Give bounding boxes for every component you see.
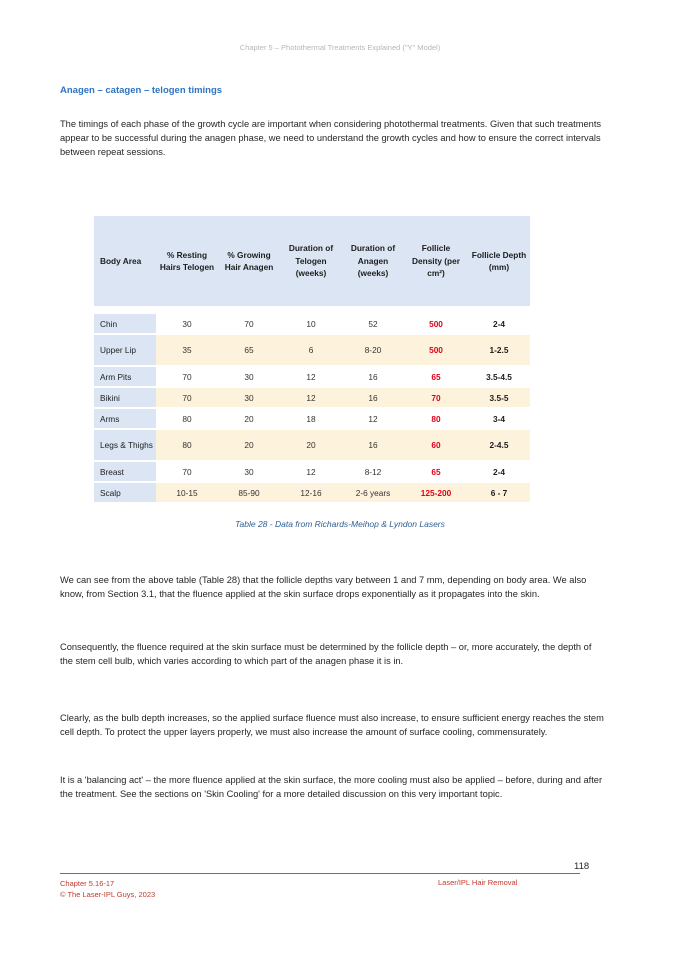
page-number: 118 bbox=[574, 861, 590, 872]
table-row bbox=[94, 482, 530, 502]
cell-density: 500 bbox=[404, 313, 468, 334]
cell-anagen: 52 bbox=[342, 313, 404, 334]
cell-density: 125-200 bbox=[404, 482, 468, 502]
spacer-cell bbox=[94, 306, 530, 313]
cell-resting: 80 bbox=[156, 429, 218, 461]
cell-growing: 30 bbox=[218, 387, 280, 408]
cell-area: Upper Lip bbox=[94, 334, 156, 366]
cell-telogen: 12 bbox=[280, 366, 342, 387]
header-growing: % Growing Hair Anagen bbox=[218, 216, 280, 306]
cell-depth: 6 - 7 bbox=[468, 482, 530, 502]
table-row bbox=[94, 408, 530, 429]
header-anagen-duration: Duration of Anagen (weeks) bbox=[342, 216, 404, 306]
section-heading: Anagen – catagen – telogen timings bbox=[60, 85, 223, 96]
cell-resting: 30 bbox=[156, 313, 218, 334]
cell-area: Legs & Thighs bbox=[94, 429, 156, 461]
header-body-area: Body Area bbox=[94, 216, 156, 306]
cell-growing: 85-90 bbox=[218, 482, 280, 502]
cell-depth: 3.5-5 bbox=[468, 387, 530, 408]
footer-copyright: © The Laser-IPL Guys, 2023 bbox=[60, 890, 156, 899]
paragraph-bulb-depth: Clearly, as the bulb depth increases, so the applied surface fluence must also increase, to ensure sufficient energy reaches the stem cell depth. To protect the upper layers properly, we must also increase the amount of surface cooling, commensurately. bbox=[60, 713, 604, 738]
cell-area: Breast bbox=[94, 461, 156, 482]
table-spacer bbox=[94, 306, 530, 313]
running-header: Chapter 5 – Photothermal Treatments Explained ("Y" Model) bbox=[239, 43, 441, 52]
cell-resting: 10-15 bbox=[156, 482, 218, 502]
footer-chapter: Chapter 5.16-17 bbox=[60, 879, 115, 888]
cell-growing: 65 bbox=[218, 334, 280, 366]
table-row bbox=[94, 429, 530, 461]
table-caption: Table 28 - Data from Richards-Meihop & Lyndon Lasers bbox=[235, 519, 445, 529]
cell-anagen: 12 bbox=[342, 408, 404, 429]
cell-anagen: 8-20 bbox=[342, 334, 404, 366]
cell-telogen: 12 bbox=[280, 461, 342, 482]
cell-anagen: 16 bbox=[342, 366, 404, 387]
cell-growing: 30 bbox=[218, 461, 280, 482]
table-row bbox=[94, 366, 530, 387]
cell-depth: 2-4 bbox=[468, 313, 530, 334]
cell-growing: 30 bbox=[218, 366, 280, 387]
cell-telogen: 20 bbox=[280, 429, 342, 461]
cell-growing: 20 bbox=[218, 408, 280, 429]
cell-resting: 70 bbox=[156, 366, 218, 387]
table-row bbox=[94, 461, 530, 482]
cell-area: Bikini bbox=[94, 387, 156, 408]
cell-depth: 2-4 bbox=[468, 461, 530, 482]
paragraph-fluence: Consequently, the fluence required at the skin surface must be determined by the follicle depth – or, more accurately, the depth of the stem cell bulb, which varies according to which part of the anagen phase it is in. bbox=[60, 642, 592, 667]
table-header-row bbox=[94, 216, 530, 306]
cell-resting: 80 bbox=[156, 408, 218, 429]
cell-anagen: 8-12 bbox=[342, 461, 404, 482]
cell-depth: 3-4 bbox=[468, 408, 530, 429]
header-follicle-density: Follicle Density (per cm²) bbox=[404, 216, 468, 306]
cell-density: 65 bbox=[404, 461, 468, 482]
footer-divider bbox=[60, 873, 580, 874]
cell-telogen: 12 bbox=[280, 387, 342, 408]
cell-anagen: 2-6 years bbox=[342, 482, 404, 502]
paragraph-follicle-depths: We can see from the above table (Table 28) that the follicle depths vary between 1 and 7 mm, depending on body area. We also know, from Section 3.1, that the fluence applied at the skin surface drops exponentially as it propagates into the skin. bbox=[60, 575, 587, 600]
cell-telogen: 10 bbox=[280, 313, 342, 334]
table-row bbox=[94, 313, 530, 334]
cell-telogen: 18 bbox=[280, 408, 342, 429]
header-follicle-depth: Follicle Depth (mm) bbox=[468, 216, 530, 306]
cell-density: 60 bbox=[404, 429, 468, 461]
header-resting: % Resting Hairs Telogen bbox=[156, 216, 218, 306]
cell-growing: 70 bbox=[218, 313, 280, 334]
cell-telogen: 12-16 bbox=[280, 482, 342, 502]
cell-depth: 1-2.5 bbox=[468, 334, 530, 366]
cell-depth: 3.5-4.5 bbox=[468, 366, 530, 387]
cell-growing: 20 bbox=[218, 429, 280, 461]
cell-resting: 70 bbox=[156, 461, 218, 482]
table-row bbox=[94, 387, 530, 408]
cell-area: Arm Pits bbox=[94, 366, 156, 387]
cell-density: 80 bbox=[404, 408, 468, 429]
paragraph-intro: The timings of each phase of the growth cycle are important when considering photothermal treatments. Given that such treatments appear to be successful during the anagen phase, we need to understand the growth cycles and how to ensure the correct intervals between repeat sessions. bbox=[60, 119, 602, 158]
cell-resting: 35 bbox=[156, 334, 218, 366]
cell-resting: 70 bbox=[156, 387, 218, 408]
cell-area: Arms bbox=[94, 408, 156, 429]
footer-book-title: Laser/IPL Hair Removal bbox=[438, 878, 518, 887]
cell-area: Scalp bbox=[94, 482, 156, 502]
header-telogen-duration: Duration of Telogen (weeks) bbox=[280, 216, 342, 306]
cell-anagen: 16 bbox=[342, 429, 404, 461]
cell-depth: 2-4.5 bbox=[468, 429, 530, 461]
cell-density: 70 bbox=[404, 387, 468, 408]
paragraph-balancing-act: It is a 'balancing act' – the more fluence applied at the skin surface, the more cooling must also be applied – before, during and after the treatment. See the sections on 'Skin Cooling' for a more detailed discussion on this very important topic. bbox=[60, 775, 603, 800]
cell-density: 65 bbox=[404, 366, 468, 387]
footer-left bbox=[60, 878, 155, 900]
cell-density: 500 bbox=[404, 334, 468, 366]
cell-telogen: 6 bbox=[280, 334, 342, 366]
hair-cycle-table bbox=[94, 216, 530, 502]
cell-anagen: 16 bbox=[342, 387, 404, 408]
cell-area: Chin bbox=[94, 313, 156, 334]
table-row bbox=[94, 334, 530, 366]
